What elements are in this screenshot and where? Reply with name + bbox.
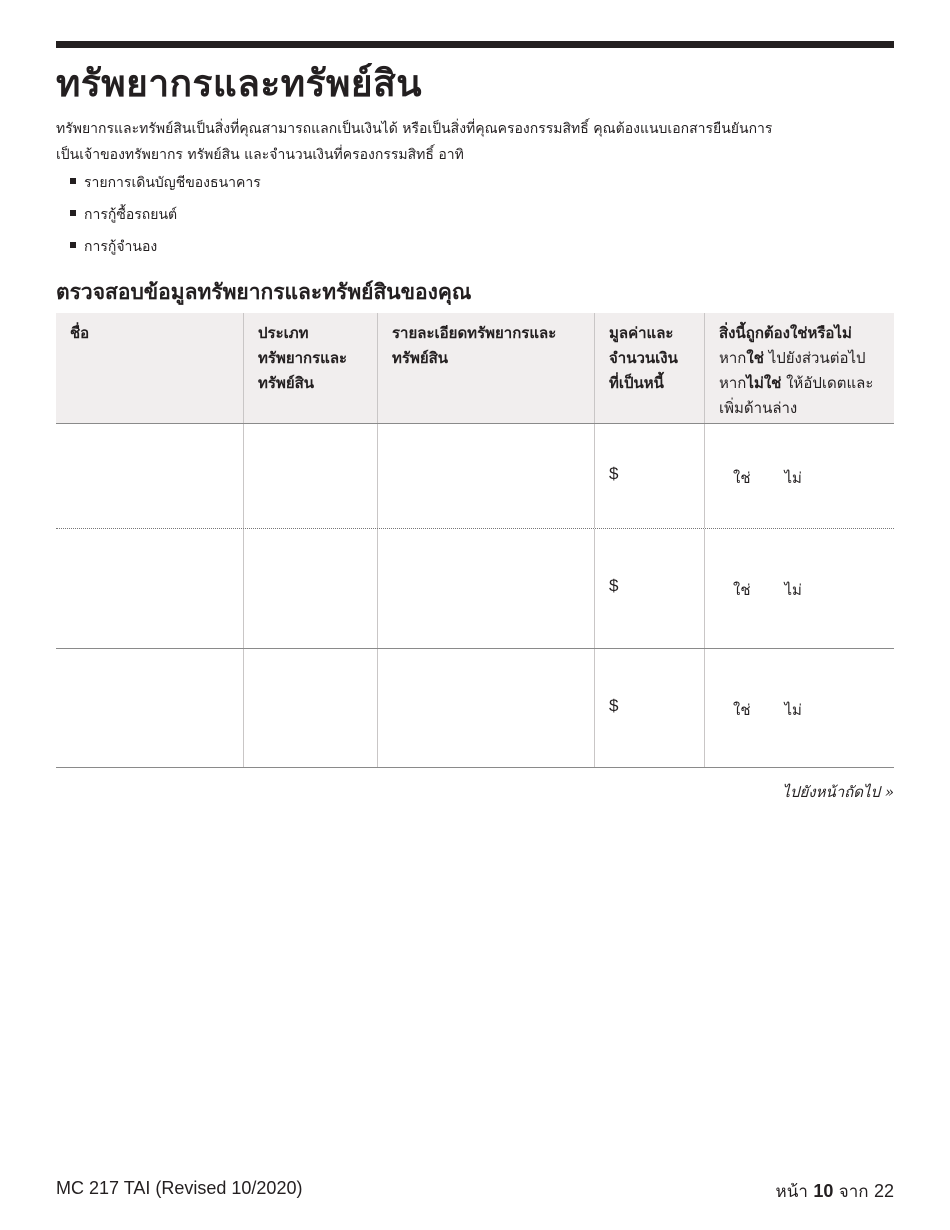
section-title: ตรวจสอบข้อมูลทรัพยากรและทรัพย์สินของคุณ [56, 279, 472, 304]
currency-symbol: $ [609, 696, 619, 715]
type-cell[interactable] [244, 424, 378, 528]
header-type: ประเภท ทรัพยากรและ ทรัพย์สิน [244, 313, 378, 423]
table-row [56, 424, 894, 529]
value-cell[interactable] [595, 424, 705, 528]
resources-table [56, 313, 894, 768]
yes-option[interactable]: ใช่ [733, 581, 751, 599]
yes-option[interactable]: ใช่ [733, 469, 751, 487]
name-cell[interactable] [56, 529, 244, 648]
page-title: ทรัพยากรและทรัพย์สิน [56, 61, 422, 105]
no-option[interactable]: ไม่ [784, 701, 802, 719]
type-cell[interactable] [244, 529, 378, 648]
no-option[interactable]: ไม่ [784, 581, 802, 599]
table-row [56, 529, 894, 649]
bullet-square-icon [70, 210, 76, 216]
table-row [56, 649, 894, 768]
currency-symbol: $ [609, 464, 619, 483]
next-page-link[interactable]: ไปยังหน้าถัดไป » [782, 783, 894, 801]
top-rule [56, 41, 894, 48]
value-cell[interactable] [595, 649, 705, 767]
details-cell[interactable] [378, 529, 595, 648]
intro-line: ทรัพยากรและทรัพย์สินเป็นสิ่งที่คุณสามารถแลกเป็นเงินได้ หรือเป็นสิ่งที่คุณครองกรรมสิทธิ์ คุณต้องแนบเอกสารยืนยันการ [56, 121, 773, 137]
intro-paragraph [56, 116, 894, 168]
is-correct-cell [705, 529, 894, 648]
is-correct-cell [705, 424, 894, 528]
name-cell[interactable] [56, 424, 244, 528]
bullet-square-icon [70, 178, 76, 184]
currency-symbol: $ [609, 576, 619, 595]
no-option[interactable]: ไม่ [784, 469, 802, 487]
list-item-label: รายการเดินบัญชีของธนาคาร [84, 175, 261, 191]
value-cell[interactable] [595, 529, 705, 648]
header-details: รายละเอียดทรัพยากรและ ทรัพย์สิน [378, 313, 595, 423]
page-number: หน้า 10 จาก 22 [775, 1181, 894, 1202]
bullet-square-icon [70, 242, 76, 248]
details-cell[interactable] [378, 424, 595, 528]
list-item-label: การกู้ซื้อรถยนต์ [84, 207, 178, 223]
list-item [70, 236, 261, 268]
list-item [70, 204, 261, 236]
name-cell[interactable] [56, 649, 244, 767]
list-item-label: การกู้จำนอง [84, 239, 158, 255]
type-cell[interactable] [244, 649, 378, 767]
header-is-correct: สิ่งนี้ถูกต้องใช่หรือไม่ หากใช่ ไปยังส่วนต่อไป หากไม่ใช่ ให้อัปเดตและ เพิ่มด้านล่าง [719, 324, 874, 417]
form-id: MC 217 TAI (Revised 10/2020) [56, 1178, 303, 1198]
header-value: มูลค่าและ จำนวนเงิน ที่เป็นหนี้ [595, 313, 705, 423]
yes-option[interactable]: ใช่ [733, 701, 751, 719]
table-header [56, 313, 894, 424]
header-name: ชื่อ [56, 313, 244, 423]
details-cell[interactable] [378, 649, 595, 767]
intro-line: เป็นเจ้าของทรัพยากร ทรัพย์สิน และจำนวนเงินที่ครองกรรมสิทธิ์ อาทิ [56, 147, 464, 163]
examples-list [70, 172, 261, 268]
is-correct-cell [705, 649, 894, 767]
list-item [70, 172, 261, 204]
